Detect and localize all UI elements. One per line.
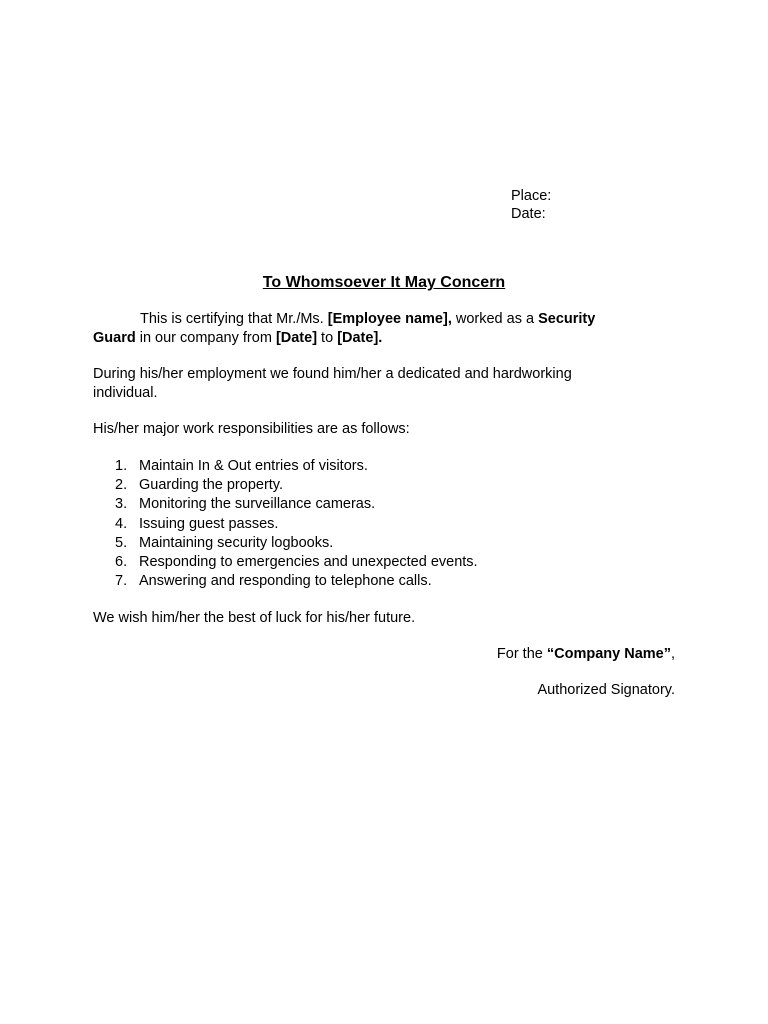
document-title: To Whomsoever It May Concern [262,274,506,291]
place-label: Place: [511,188,552,204]
intro-text-2: worked as a [451,311,539,327]
place-date-block [511,187,551,223]
list-item-number: 7. [115,573,128,590]
employee-name-placeholder: [Employee name], [327,311,452,327]
list-item-text: Answering and responding to telephone calls. [139,573,432,590]
list-item-text: Responding to emergencies and unexpected events. [139,554,478,571]
authorized-signatory: Authorized Signatory. [537,682,675,698]
list-item [93,495,478,514]
from-date-placeholder: [Date] [275,330,318,346]
list-item [93,534,478,553]
list-item-text: Maintaining security logbooks. [139,534,334,551]
date-label: Date: [511,206,546,222]
list-item [93,572,478,591]
company-name-placeholder: “Company Name” [546,646,671,662]
responsibilities-list [93,457,478,591]
list-item [93,457,478,476]
to-date-placeholder: [Date]. [337,330,383,346]
list-item [93,476,478,495]
intro-text-1: This is certifying that Mr./Ms. [140,311,328,327]
list-item-number: 5. [115,534,128,551]
for-the-text: For the [496,646,547,662]
list-item-text: Maintain In & Out entries of visitors. [139,458,368,474]
employment-paragraph: During his/her employment we found him/her a dedicated and hardworking individual. [93,366,572,401]
job-role: Security Guard [93,311,596,346]
closing-wish: We wish him/her the best of luck for his/her future. [93,610,416,626]
company-signoff [497,645,675,664]
responsibilities-intro: His/her major work responsibilities are as follows: [93,421,410,437]
list-item-number: 4. [115,515,128,532]
list-item [93,515,478,534]
list-item [93,553,478,572]
list-item-text: Monitoring the surveillance cameras. [139,496,376,513]
list-item-number: 6. [115,554,128,571]
intro-paragraph [93,310,638,348]
intro-text-3: in our company from [135,330,276,346]
list-item-number: 3. [115,496,128,513]
intro-text-4: to [317,330,338,346]
list-item-number: 1. [115,458,128,474]
signoff-comma: , [670,646,675,662]
list-item-number: 2. [115,477,128,494]
list-item-text: Guarding the property. [139,477,284,494]
list-item-text: Issuing guest passes. [139,515,279,532]
